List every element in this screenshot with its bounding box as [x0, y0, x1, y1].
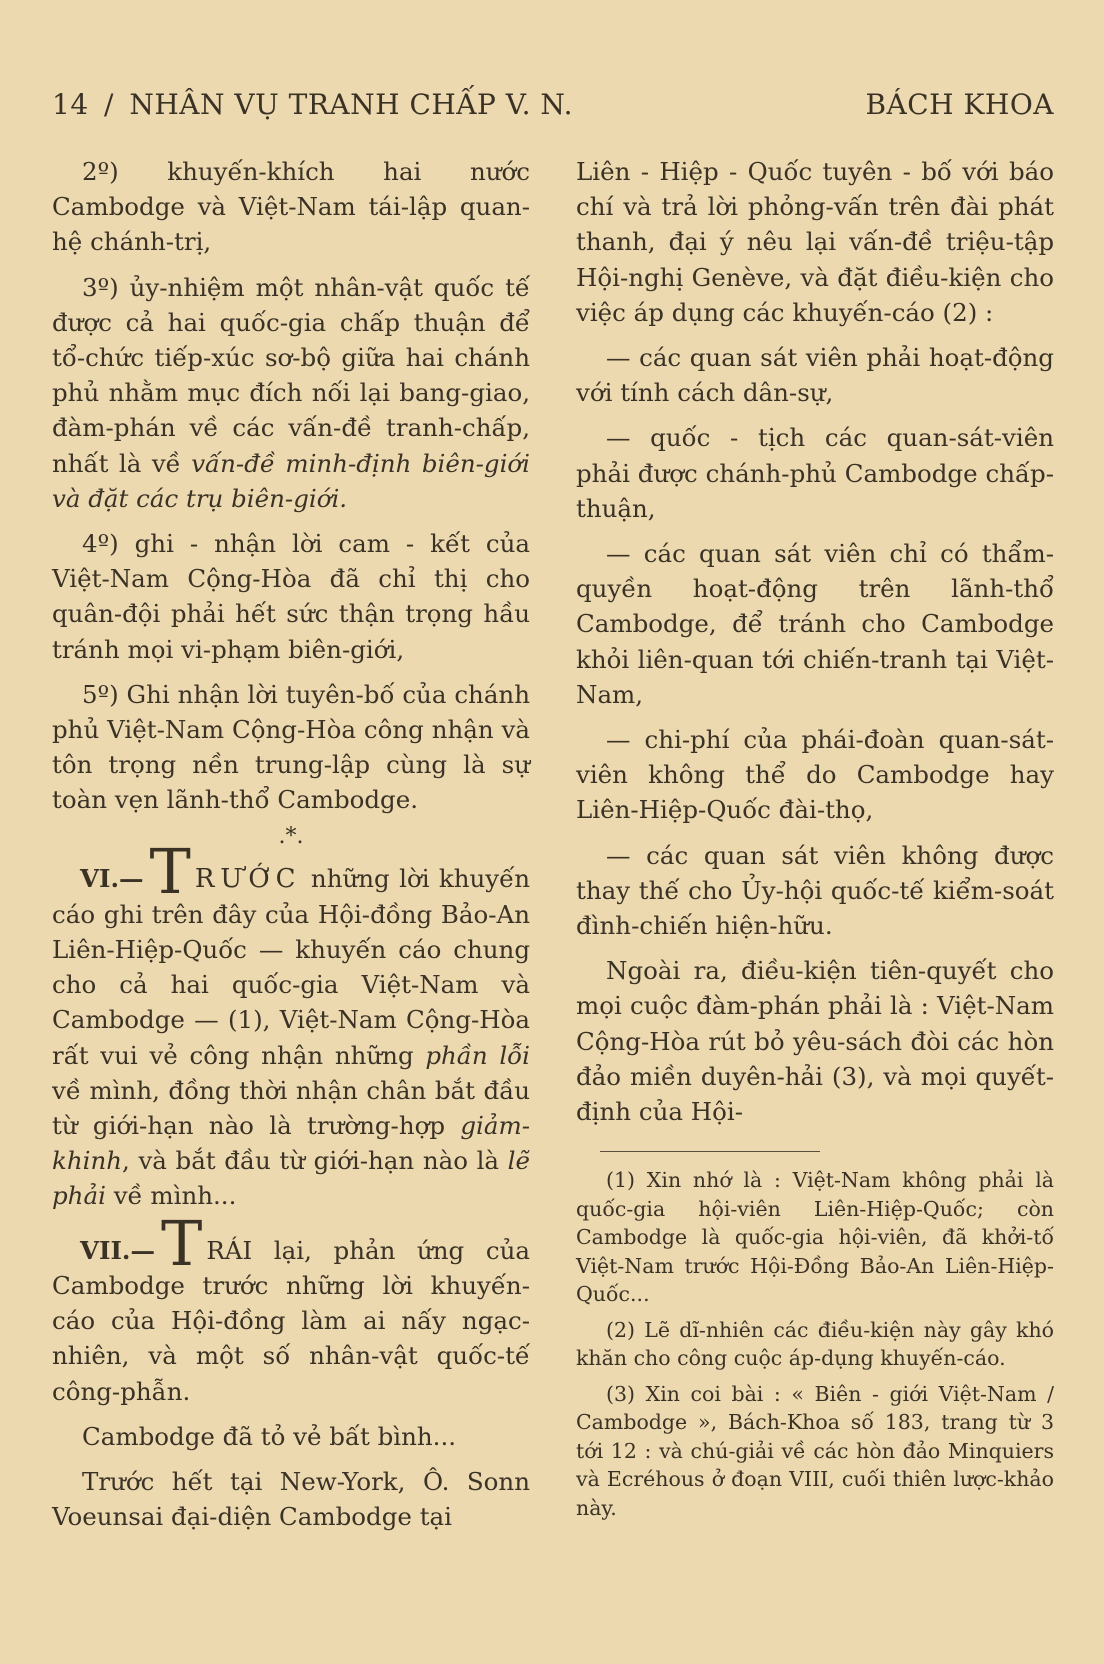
item-3	[52, 270, 530, 516]
section-vi-spaced: RƯỚC	[194, 863, 302, 894]
bullet-2: — quốc - tịch các quan-sát-viên phải được chánh-phủ Cambodge chấp-thuận,	[576, 423, 1054, 523]
running-header	[52, 88, 1054, 132]
header-separator: /	[104, 88, 114, 121]
item-5: 5º) Ghi nhận lời tuyên-bố của chánh phủ Việt-Nam Cộng-Hòa công nhận và tôn trọng nền trung-lập cùng là sự toàn vẹn lãnh-thổ Cambodge.	[52, 679, 530, 815]
text-columns	[52, 154, 1054, 1544]
item-3-text: 3º) ủy-nhiệm một nhân-vật quốc tế được cả hai quốc-gia chấp thuận để tổ-chức tiếp-xúc sơ-bộ giữa hai chánh phủ nhằm mục đích nối lại bang-giao, đàm-phán về các vấn-đề tranh-chấp, nhất là về	[52, 272, 530, 478]
bullet-1: — các quan sát viên phải hoạt-động với tính cách dân-sự,	[576, 343, 1054, 408]
bullet-3: — các quan sát viên chỉ có thẩm-quyền hoạt-động trên lãnh-thổ Cambodge, để tránh cho Cambodge khỏi liên-quan tới chiến-tranh tại Việt-Nam,	[576, 539, 1054, 709]
item-3-italic: vấn-đề minh-định biên-giới và đặt các trụ biên-giới.	[52, 448, 531, 513]
section-vii-text: RÁI lại, phản ứng của Cambodge trước những lời khuyến-cáo của Hội-đồng làm ai nấy ngạc-nhiên, và một số nhân-vật quốc-tế công-phẫn.	[52, 1235, 530, 1406]
footnote-rule	[600, 1151, 820, 1152]
footnote-1: (1) Xin nhớ là : Việt-Nam không phải là quốc-gia hội-viên Liên-Hiệp-Quốc; còn Cambodge là quốc-gia hội-viên, đã khởi-tố Việt-Nam trước Hội-Đồng Bảo-An Liên-Hiệp-Quốc...	[576, 1168, 1054, 1307]
right-column	[576, 154, 1054, 1544]
section-vi	[52, 834, 530, 1214]
section-vii	[52, 1206, 530, 1409]
section-vi-text-g: về mình...	[105, 1181, 237, 1211]
section-vi-text-a: những lời khuyến cáo ghi trên đây của Hội-đồng Bảo-An Liên-Hiệp-Quốc — khuyến cáo chung cho cả hai quốc-gia Việt-Nam và Cambodge — (1), Việt-Nam Cộng-Hòa rất vui vẻ công nhận những	[52, 863, 530, 1070]
section-vi-dropcap: T	[149, 834, 191, 908]
footnote-2: (2) Lẽ dĩ-nhiên các điều-kiện này gây khó khăn cho công cuộc áp-dụng khuyến-cáo.	[576, 1317, 1054, 1371]
bullet-5: — các quan sát viên không được thay thế cho Ủy-hội quốc-tế kiểm-soát đình-chiến hiện-hữu.	[576, 840, 1054, 941]
page-number: 14	[52, 88, 89, 121]
section-vi-italic-b: phần lỗi	[425, 1040, 530, 1070]
paragraph-ngoai-ra: Ngoài ra, điều-kiện tiên-quyết cho mọi cuộc đàm-phán phải là : Việt-Nam Cộng-Hòa rút bỏ yêu-sách đòi các hòn đảo miền duyên-hải (3), và mọi quyết-định của Hội-	[576, 956, 1054, 1127]
header-left	[52, 88, 579, 121]
item-2: 2º) khuyến-khích hai nước Cambodge và Việt-Nam tái-lập quan-hệ chánh-trị,	[52, 157, 530, 257]
item-4: 4º) ghi - nhận lời cam - kết của Việt-Nam Cộng-Hòa đã chỉ thị cho quân-đội phải hết sức thận trọng hầu tránh mọi vi-phạm biên-giới,	[52, 529, 530, 664]
left-column	[52, 154, 530, 1544]
paragraph-lien-hiep-quoc: Liên - Hiệp - Quốc tuyên - bố với báo chí và trả lời phỏng-vấn trên đài phát thanh, đại ý nêu lại vấn-đề triệu-tập Hội-nghị Genève, và đặt điều-kiện cho việc áp dụng các khuyến-cáo (2) :	[576, 157, 1054, 327]
paragraph-truoc: Trước hết tại New-York, Ô. Sonn Voeunsai đại-diện Cambodge tại	[52, 1466, 530, 1532]
section-vi-text-c: về mình, đồng thời nhận chân bắt đầu từ giới-hạn nào là trường-hợp	[52, 1075, 530, 1141]
section-vii-number: VII.—	[80, 1235, 155, 1265]
journal-name: BÁCH KHOA	[865, 88, 1054, 121]
paragraph-cambodge: Cambodge đã tỏ vẻ bất bình...	[82, 1421, 457, 1451]
section-vi-text-e: , và bắt đầu từ giới-hạn nào là	[122, 1146, 508, 1176]
section-vi-italic-f: lẽ phải	[52, 1146, 530, 1211]
asterism: .*.	[278, 823, 304, 849]
section-vi-number: VI.—	[80, 863, 144, 893]
section-vii-dropcap: T	[160, 1206, 203, 1280]
bullet-4: — chi-phí của phái-đoàn quan-sát-viên không thể do Cambodge hay Liên-Hiệp-Quốc đài-thọ,	[576, 725, 1054, 825]
running-title: NHÂN VỤ TRANH CHẤP V. N.	[129, 88, 573, 121]
footnote-3: (3) Xin coi bài : « Biên - giới Việt-Nam / Cambodge », Bách-Khoa số 183, trang từ 3 tới 12 : và chú-giải về các hòn đảo Minquiers và Ecréhous ở đoạn VIII, cuối thiên lược-khảo này.	[576, 1381, 1054, 1520]
section-vi-italic-d: giảm-khinh	[52, 1111, 530, 1176]
